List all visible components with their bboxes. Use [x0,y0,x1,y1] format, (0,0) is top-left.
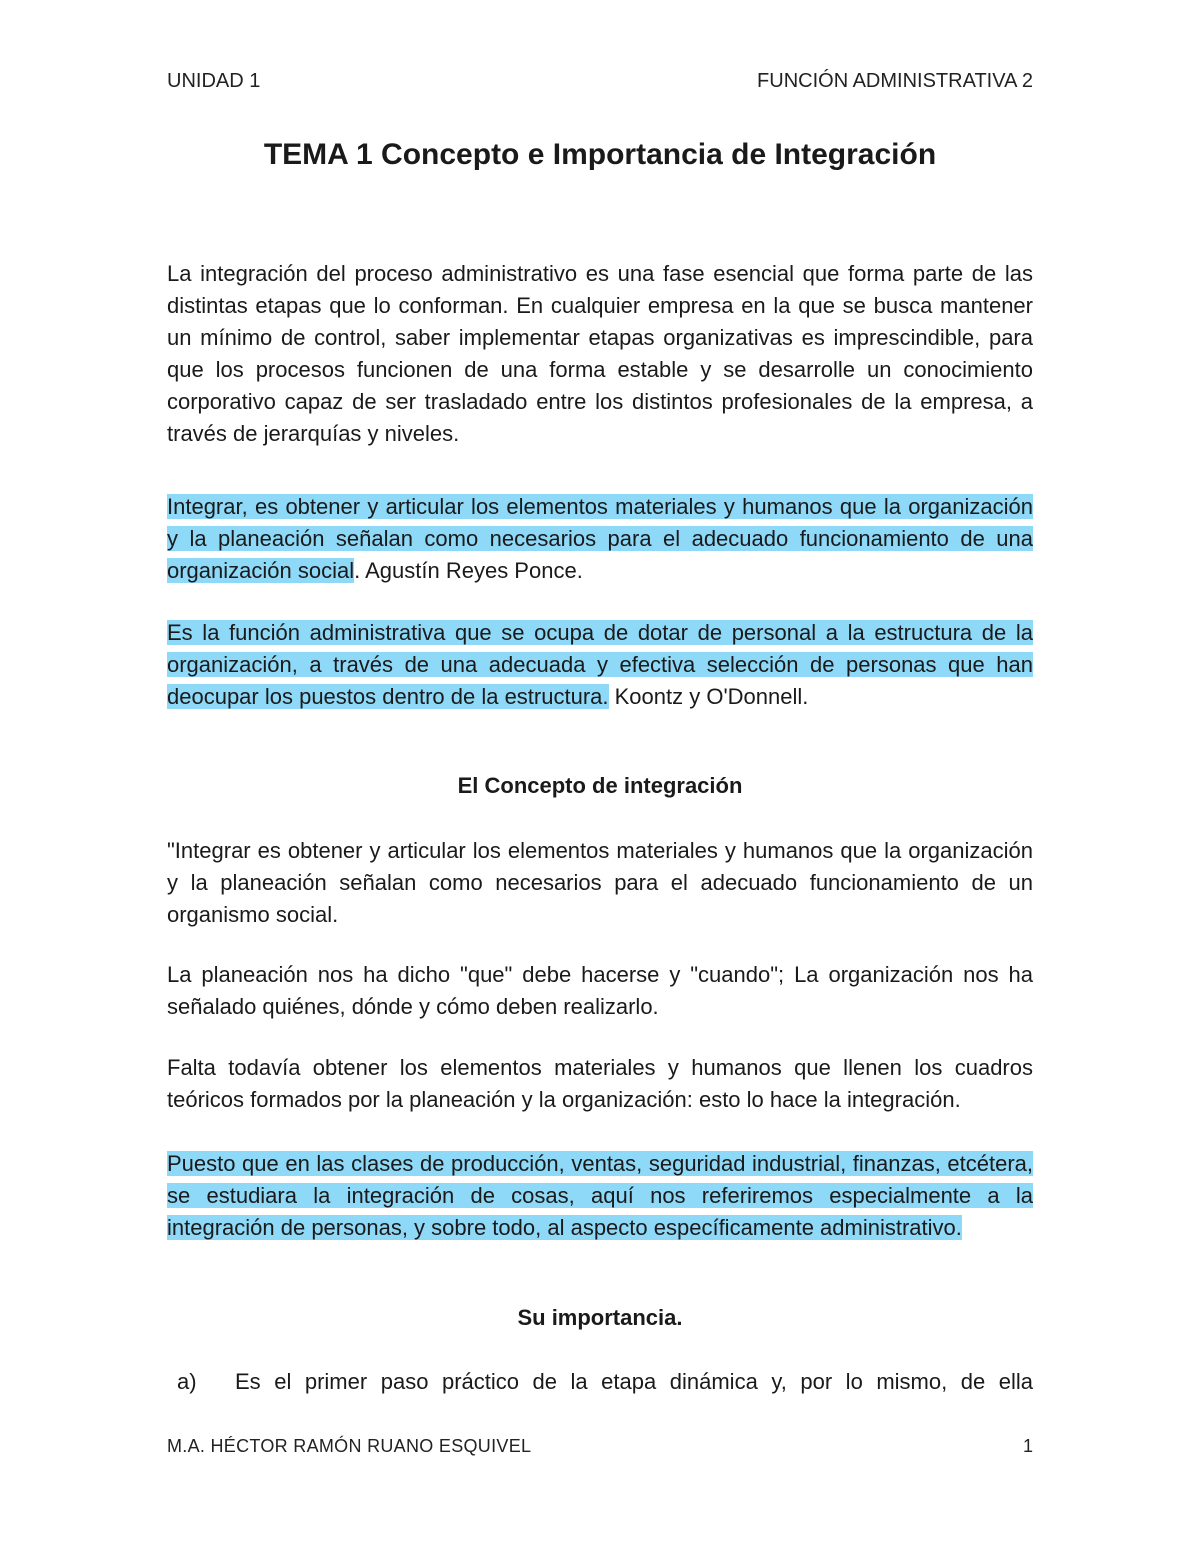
highlighted-definition: Es la función administrativa que se ocupa de dotar de personal a la estructura de la organización, a través de una adecuada y efectiva selección de personas que han deocupar los puestos dentro de la estructura. [167,620,1033,709]
quote-author: . Agustín Reyes Ponce. [354,558,583,583]
quote-paragraph [167,491,1033,587]
concept-paragraph-1: "Integrar es obtener y articular los elementos materiales y humanos que la organización y la planeación señalan como necesarios para el adecuado funcionamiento de un organismo social. [167,838,1033,927]
list-item-text: Es el primer paso práctico de la etapa dinámica y, por lo mismo, de ella [235,1369,1033,1394]
concept-paragraph-4-block [167,1148,1033,1244]
highlighted-note: Puesto que en las clases de producción, ventas, seguridad industrial, finanzas, etcétera, se estudiara la integración de cosas, aquí nos referiremos especialmente a la integración de personas, y sobre todo, al aspecto específicamente administrativo. [167,1151,1033,1240]
header-course: FUNCIÓN ADMINISTRATIVA 2 [757,70,1033,92]
concept-paragraph-1-block [167,835,1033,931]
quote-koontz [167,617,1033,713]
intro-paragraph: La integración del proceso administrativo es una fase esencial que forma parte de las distintas etapas que lo conforman. En cualquier empresa en la que se busca mantener un mínimo de control, saber implementar etapas organizativas es imprescindible, para que los procesos funcionen de una forma estable y se desarrolle un conocimiento corporativo capaz de ser trasladado entre los distintos profesionales de la empresa, a través de jerarquías y niveles. [167,261,1033,446]
concept-paragraph-2: La planeación nos ha dicho "que" debe hacerse y "cuando"; La organización nos ha señalado quiénes, dónde y cómo deben realizarlo. [167,962,1033,1019]
list-item [177,1366,1033,1398]
footer-author: M.A. HÉCTOR RAMÓN RUANO ESQUIVEL [167,1436,532,1456]
concept-paragraph-4 [167,1148,1033,1244]
concept-paragraph-2-block [167,959,1033,1023]
page-title: TEMA 1 Concepto e Importancia de Integración [263,138,937,171]
highlighted-definition: Integrar, es obtener y articular los elementos materiales y humanos que la organización y la planeación señalan como necesarios para el adecuado funcionamiento de una organización social [167,494,1033,583]
quote-reyes-ponce [167,491,1033,587]
concept-paragraph-3-block [167,1052,1033,1116]
quote-author: Koontz y O'Donnell. [608,684,809,709]
section-heading-concepto: El Concepto de integración [457,773,743,798]
intro-block [167,258,1033,450]
concept-paragraph-3: Falta todavía obtener los elementos materiales y humanos que llenen los cuadros teóricos formados por la planeación y la organización: esto lo hace la integración. [167,1055,1033,1112]
list-marker: a) [177,1369,197,1394]
section-heading-importancia: Su importancia. [517,1305,683,1330]
quote-paragraph [167,617,1033,713]
page-number: 1 [1022,1436,1033,1456]
header-unit: UNIDAD 1 [167,70,261,92]
